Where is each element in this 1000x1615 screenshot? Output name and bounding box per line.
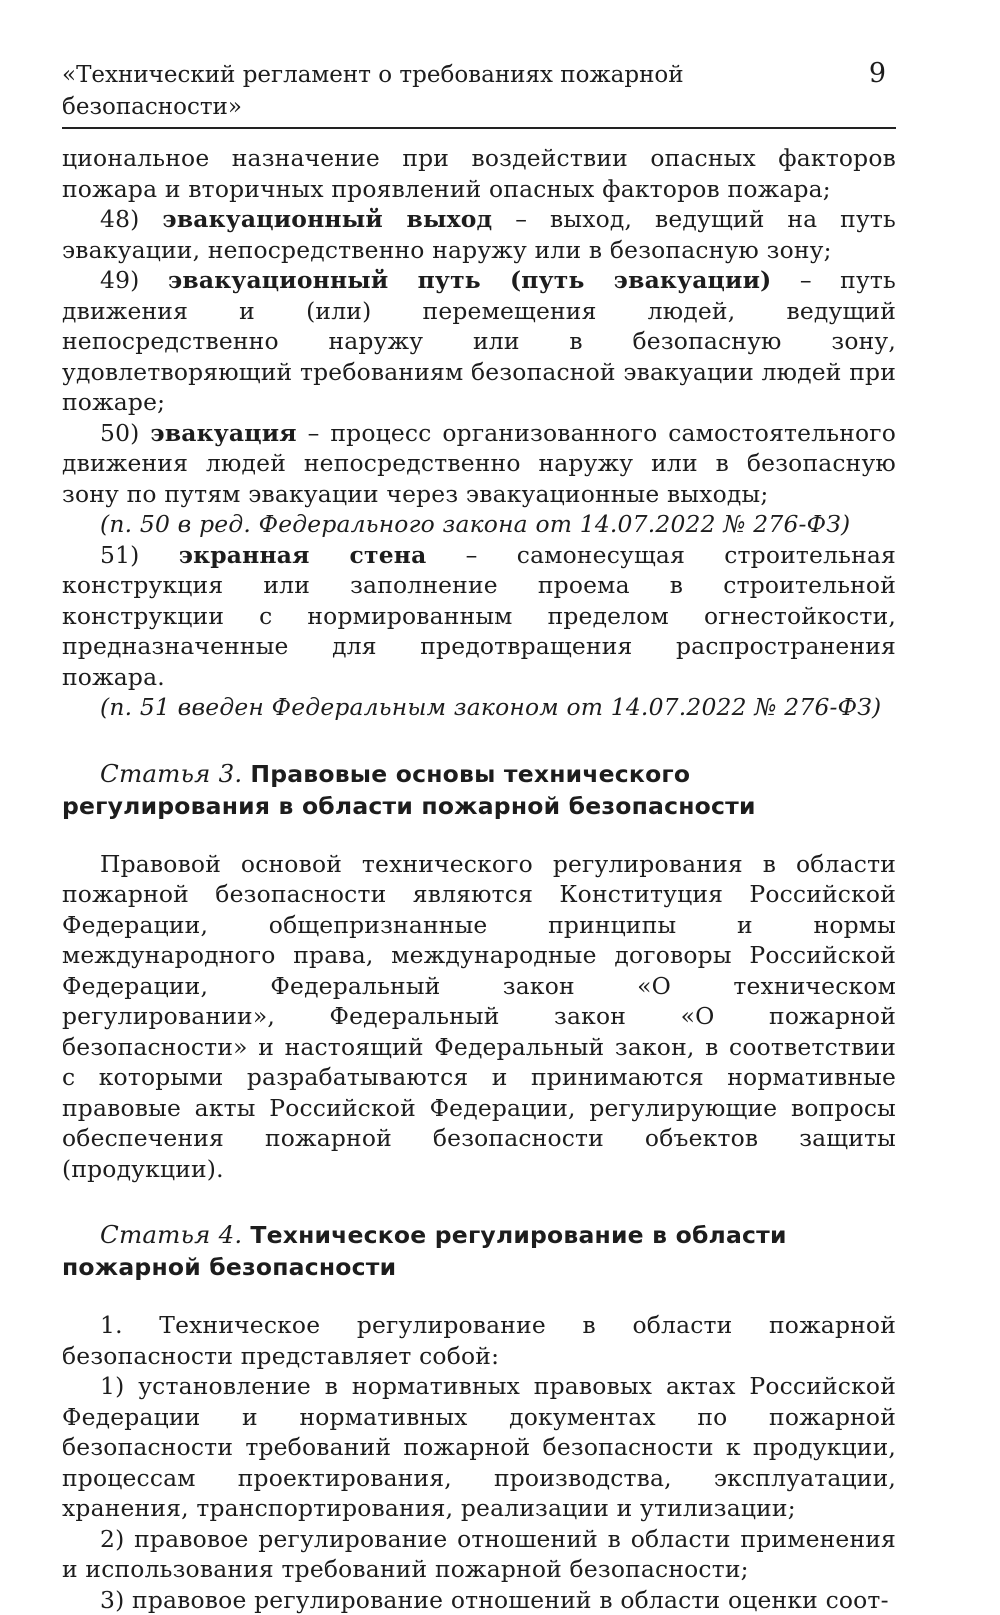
editorial-note-51: (п. 51 введен Федеральным законом от 14.07.2022 № 276-ФЗ): [62, 692, 896, 723]
definition-49: 49) эвакуационный путь (путь эвакуации) – путь движения и (или) перемещения людей, ведущий непосредственно наружу или в безопасную зону, удовлетворяющий требованиям безопасной эвакуации людей при пожаре;: [62, 265, 896, 418]
article-4-title: Техническое регулирование в области пожарной безопасности: [62, 1221, 787, 1281]
article-3-title: Правовые основы технического регулирования в области пожарной безопасности: [62, 760, 756, 820]
paragraph-47-continuation: циональное назначение при воздействии опасных факторов пожара и вторичных проявлений опасных факторов пожара;: [62, 143, 896, 204]
page-number: 9: [869, 58, 886, 90]
editorial-note-50: (п. 50 в ред. Федерального закона от 14.07.2022 № 276-ФЗ): [62, 509, 896, 540]
definition-51: 51) экранная стена – самонесущая строительная конструкция или заполнение проема в строительной конструкции с нормированным пределом огнестойкости, предназначенные для предотвращения распространения пожара.: [62, 540, 896, 693]
article-4-item: 3) правовое регулирование отношений в области оценки соот-: [62, 1585, 896, 1615]
term-49: эвакуационный путь (путь эвакуации): [168, 266, 771, 294]
term-48: эвакуационный выход: [162, 205, 492, 233]
page-content: [62, 143, 896, 1615]
article-4-number: Статья 4.: [100, 1220, 242, 1249]
running-header-title: «Технический регламент о требованиях пожарной безопасности»: [62, 59, 869, 123]
article-3-number: Статья 3.: [100, 759, 242, 788]
article-4-heading: [62, 1219, 896, 1283]
term-50: эвакуация: [150, 419, 296, 447]
definition-50: 50) эвакуация – процесс организованного самостоятельного движения людей непосредственно наружу или в безопасную зону по путям эвакуации через эвакуационные выходы;: [62, 418, 896, 510]
definition-48: 48) эвакуационный выход – выход, ведущий на путь эвакуации, непосредственно наружу или в безопасную зону;: [62, 204, 896, 265]
article-4-item: 2) правовое регулирование отношений в области применения и использования требований пожарной безопасности;: [62, 1524, 896, 1585]
article-3-heading: [62, 758, 896, 822]
article-4-item: 1. Техническое регулирование в области пожарной безопасности представляет собой:: [62, 1310, 896, 1371]
article-4-item: 1) установление в нормативных правовых актах Российской Федерации и нормативных документах по пожарной безопасности требований пожарной безопасности к продукции, процессам проектирования, производства, эксплуатации, хранения, транспортирования, реализации и утилизации;: [62, 1371, 896, 1524]
article-3-body: Правовой основой технического регулирования в области пожарной безопасности являются Конституция Российской Федерации, общепризнанные принципы и нормы международного права, международные договоры Российской Федерации, Федеральный закон «О техническом регулировании», Федеральный закон «О пожарной безопасности» и настоящий Федеральный закон, в соответствии с которыми разрабатываются и принимаются нормативные правовые акты Российской Федерации, регулирующие вопросы обеспечения пожарной безопасности объектов защиты (продукции).: [62, 849, 896, 1185]
running-header: [62, 58, 896, 129]
term-51: экранная стена: [179, 541, 427, 569]
